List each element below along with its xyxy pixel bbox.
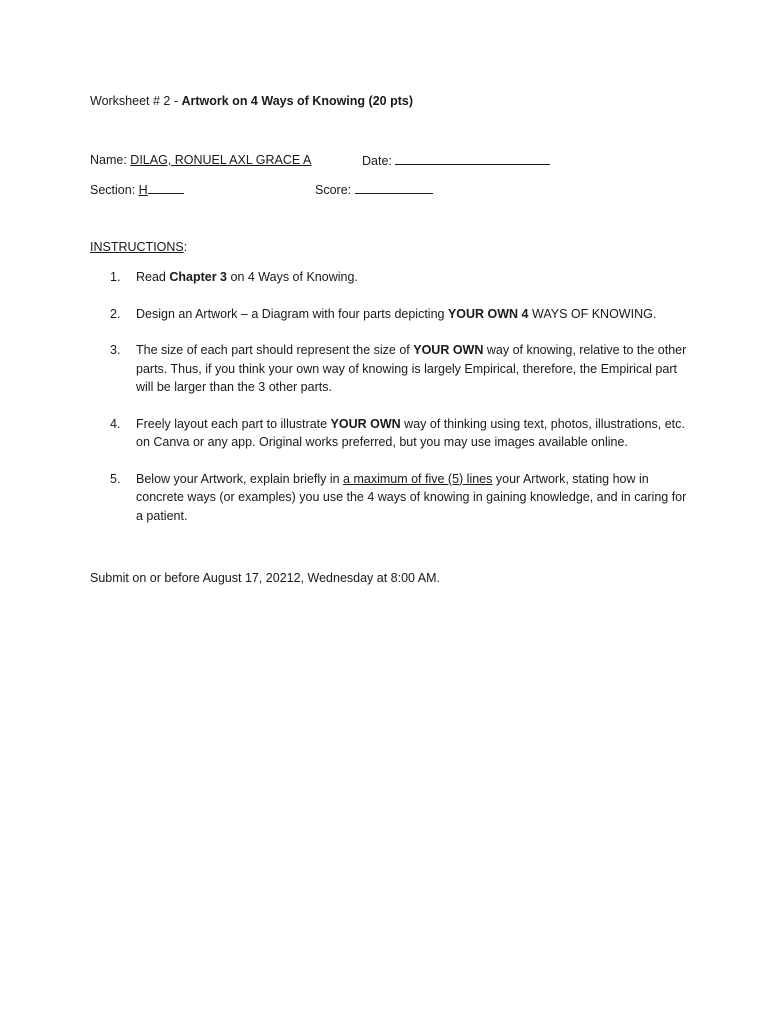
item-text: Design an Artwork – a Diagram with four parts depicting <box>136 306 448 321</box>
item-text: way of thinking using text, photos, illustrations, etc. on Canva or any app. Original works preferred, but you may use images available online. <box>136 416 685 449</box>
score-field <box>315 182 433 197</box>
list-item-number: 3. <box>110 343 121 357</box>
instructions-heading-colon: : <box>183 240 188 254</box>
date-blank <box>395 153 550 165</box>
list-item <box>110 415 690 452</box>
name-label: Name: <box>90 153 131 167</box>
instructions-list <box>110 268 690 543</box>
item-emphasis: Chapter 3 <box>169 270 228 284</box>
name-value: DILAG, RONUEL AXL GRACE A <box>130 153 312 167</box>
item-emphasis: YOUR OWN <box>413 343 484 357</box>
list-item <box>110 268 690 287</box>
title-prefix: Worksheet # 2 - <box>90 94 182 108</box>
list-item <box>110 470 690 526</box>
section-value: H <box>138 183 148 197</box>
list-item-number: 5. <box>110 471 121 486</box>
section-field <box>90 182 184 197</box>
item-text: Read <box>136 270 170 284</box>
worksheet-title <box>90 94 413 108</box>
list-item-number: 2. <box>110 306 121 321</box>
instructions-heading-text: INSTRUCTIONS <box>90 240 184 254</box>
item-emphasis: a maximum of five (5) lines <box>343 471 493 486</box>
item-text: Below your Artwork, explain briefly in <box>136 471 344 486</box>
item-text: your Artwork, stating how in concrete ways (or examples) you use the 4 ways of knowing in gaining knowledge, and in caring for a patient. <box>136 471 687 523</box>
item-text: on 4 Ways of Knowing. <box>227 270 358 284</box>
item-text: The size of each part should represent the size of <box>136 343 414 357</box>
instructions-heading <box>90 240 187 254</box>
date-label: Date: <box>362 154 396 168</box>
list-item-number: 4. <box>110 416 121 431</box>
list-item <box>110 305 690 324</box>
section-label: Section: <box>90 183 139 197</box>
submit-deadline: Submit on or before August 17, 20212, Wednesday at 8:00 AM. <box>90 571 440 585</box>
item-text: way of knowing, relative to the other parts. Thus, if you think your own way of knowing is largely Empirical, therefore, the Empirical part will be larger than the 3 other parts. <box>136 343 687 394</box>
section-blank <box>148 182 184 194</box>
list-item-number: 1. <box>110 270 121 284</box>
item-text: WAYS OF KNOWING. <box>528 306 657 321</box>
name-field <box>90 153 311 167</box>
title-bold: Artwork on 4 Ways of Knowing (20 pts) <box>181 94 413 108</box>
score-label: Score: <box>315 183 355 197</box>
list-item <box>110 341 690 397</box>
score-blank <box>355 182 433 194</box>
item-emphasis: YOUR OWN <box>330 416 401 431</box>
item-text: Freely layout each part to illustrate <box>136 416 331 431</box>
date-field <box>362 153 550 168</box>
item-emphasis: YOUR OWN 4 <box>447 306 529 321</box>
